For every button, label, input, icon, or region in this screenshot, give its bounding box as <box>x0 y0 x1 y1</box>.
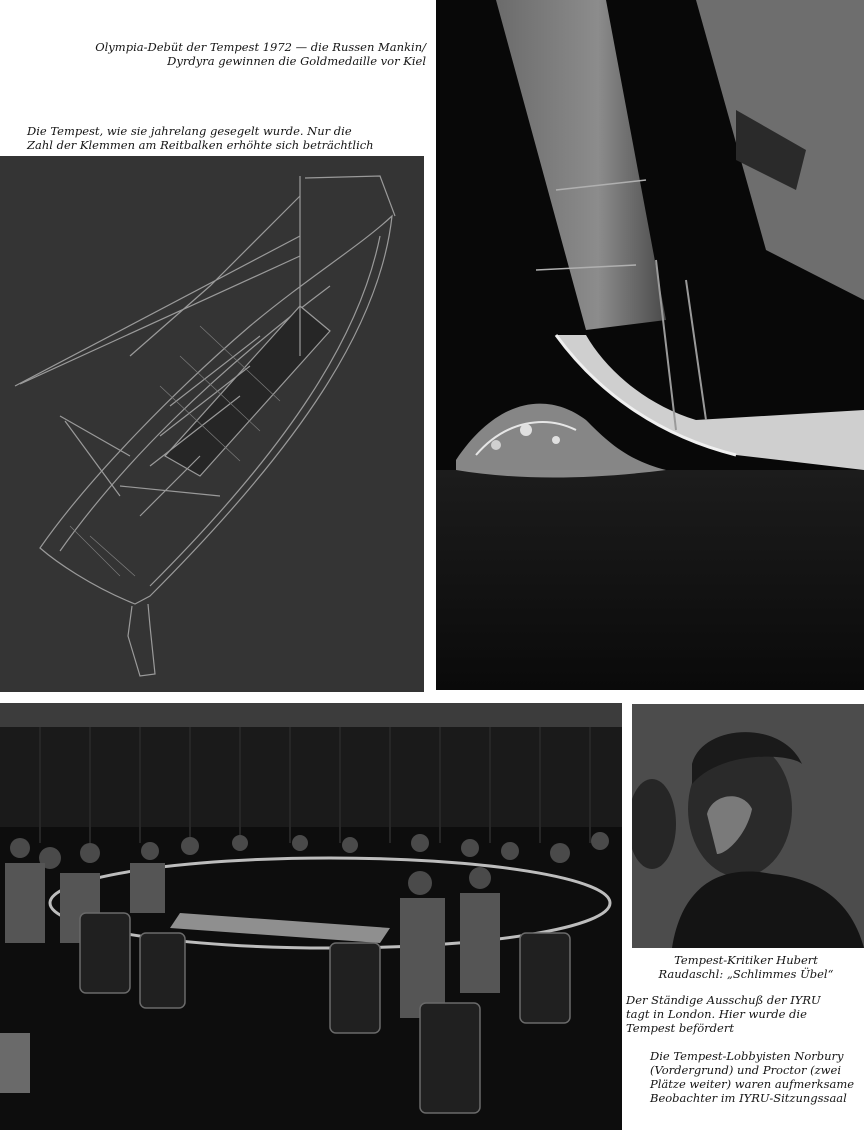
boat-drawing-illustration <box>0 156 424 692</box>
sailboat-action-image <box>436 0 864 690</box>
caption-committee: Der Ständige Ausschuß der IYRU tagt in London. Hier wurde die Tempest befördert <box>626 993 821 1035</box>
tempest-sailing-photo <box>436 0 864 690</box>
caption-olympia: Olympia-Debüt der Tempest 1972 — die Russen Mankin/ Dyrdyra gewinnen die Goldmedaille vor Kiel <box>95 40 426 68</box>
portrait-image <box>632 704 864 948</box>
caption-lobbyists: Die Tempest-Lobbyisten Norbury (Vordergrund) und Proctor (zwei Plätze weiter) waren aufmerksame Beobachter im IYRU-Sitzungssaal <box>650 1049 855 1105</box>
raudaschl-portrait-photo <box>632 704 864 948</box>
tempest-drawing-photo <box>0 156 424 692</box>
caption-critic: Tempest-Kritiker Hubert Raudaschl: „Schlimmes Übel“ <box>658 953 834 981</box>
iyru-meeting-photo <box>0 703 622 1130</box>
conference-room-image <box>0 703 622 1130</box>
caption-drawing: Die Tempest, wie sie jahrelang gesegelt wurde. Nur die Zahl der Klemmen am Reitbalken erhöhte sich beträchtlich <box>27 124 374 152</box>
